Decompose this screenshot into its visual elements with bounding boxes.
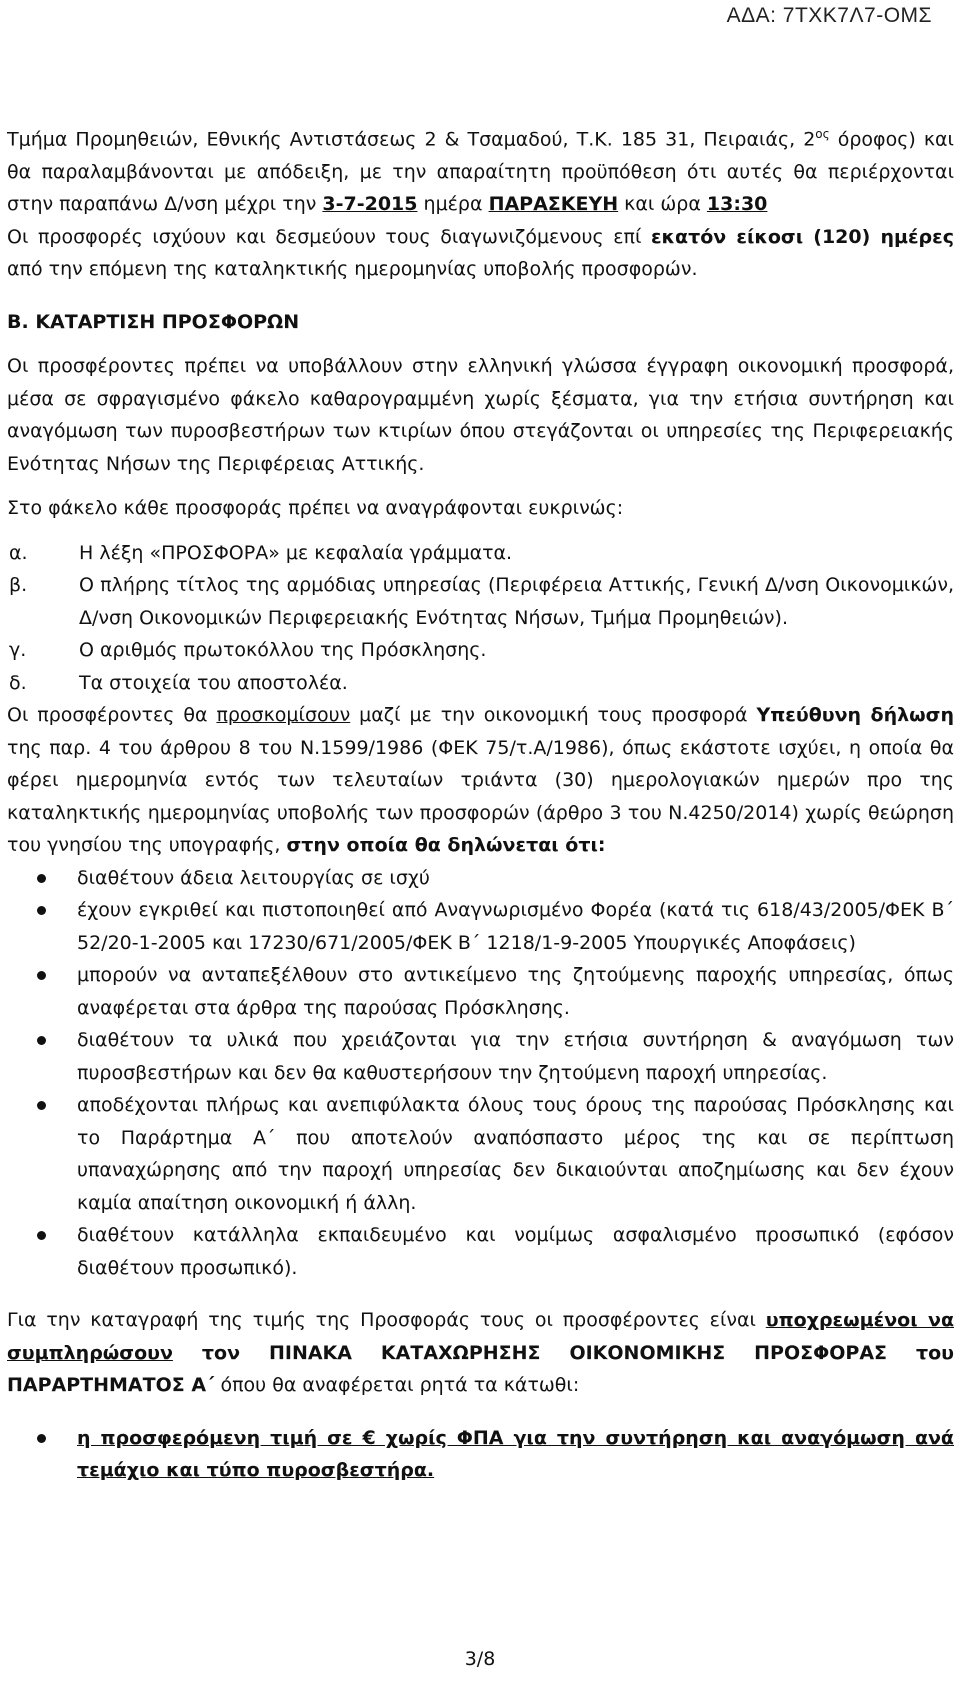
validity-pre: Οι προσφορές ισχύουν και δεσμεύουν τους διαγωνιζόμενους επί bbox=[7, 225, 651, 248]
price-text-2: όπου θα αναφέρεται ρητά τα κάτωθι: bbox=[214, 1374, 580, 1397]
list-marker: δ. bbox=[9, 671, 27, 694]
bullet-icon bbox=[7, 959, 77, 1024]
list-item bbox=[7, 667, 954, 700]
section-b-heading: Β. ΚΑΤΑΡΤΙΣΗ ΠΡΟΣΦΟΡΩΝ bbox=[7, 310, 300, 333]
price-text: Για την καταγραφή της τιμής της Προσφοράς τους οι προσφέροντες είναι bbox=[7, 1309, 766, 1332]
list-item-text: αποδέχονται πλήρως και ανεπιφύλακτα όλους τους όρους της παρούσας Πρόσκλησης και το Παράρτημα Α΄ που αποτελούν αναπόσπαστο μέρος της και σε περίπτωση υπαναχώρησης από την παροχή υπηρεσίας δεν δικαιούνται αποζημίωσης και δεν έχουν καμία απαίτηση οικονομική ή άλλη. bbox=[77, 1094, 954, 1214]
declaration-list bbox=[7, 862, 954, 1285]
section-b-paragraph: Οι προσφέροντες πρέπει να υποβάλλουν στην ελληνική γλώσσα έγγραφη οικονομική προσφορά, μέσα σε σφραγισμένο φάκελο καθαρογραμμένη χωρίς ξέσματα, για την ετήσια συντήρηση και αναγόμωση των πυροσβεστήρων των κτιρίων όπου στεγάζονται οι υπηρεσίες της Περιφερειακής Ενότητας Νήσων της Περιφέρειας Αττικής. bbox=[7, 355, 954, 475]
declaration-text-3: της παρ. 4 του άρθρου 8 του Ν.1599/1986 (ΦΕΚ 75/τ.Α/1986), όπως εκάστοτε ισχύει, η οποία θα φέρει ημερομηνία εντός των τελευταίων τριάντα (30) ημερολογιακών ημερών προ της καταληκτικής ημερομηνίας υποβολής των προσφορών (άρθρο 3 του Ν.4250/2014) χωρίς θεώρηση του γνησίου της υπογραφής, bbox=[7, 736, 954, 857]
list-item bbox=[7, 634, 954, 667]
intro-mid: ημέρα bbox=[417, 193, 489, 216]
intro-text-continued: όροφος) και θα παραλαμβάνονται με απόδειξη, με την απαραίτητη προϋπόθεση ότι αυτές θα περιέρχονται στην παραπάνω Δ/νση μέχρι την bbox=[7, 128, 954, 216]
document-body bbox=[7, 118, 954, 1487]
list-item-text: Η λέξη «ΠΡΟΣΦΟΡΑ» με κεφαλαία γράμματα. bbox=[79, 541, 513, 564]
validity-paragraph bbox=[7, 221, 954, 286]
list-item-text: Τα στοιχεία του αποστολέα. bbox=[79, 671, 348, 694]
list-item-text: Ο αριθμός πρωτοκόλλου της Πρόσκλησης. bbox=[79, 639, 487, 662]
deadline-time: 13:30 bbox=[706, 193, 768, 216]
bullet-icon bbox=[7, 1089, 77, 1219]
list-item-text: η προσφερόμενη τιμή σε € χωρίς ΦΠΑ για την συντήρηση και αναγόμωση ανά τεμάχιο και τύπο πυροσβεστήρα. bbox=[77, 1426, 954, 1482]
list-marker: α. bbox=[9, 541, 28, 564]
list-item bbox=[7, 1024, 954, 1089]
bullet-icon bbox=[7, 1219, 77, 1284]
declaration-text-2: μαζί με την οικονομική τους προσφορά bbox=[350, 704, 757, 727]
intro-text: Τμήμα Προμηθειών, Εθνικής Αντιστάσεως 2 & Τσαμαδού, Τ.Κ. 185 31, Πειραιάς, 2 bbox=[7, 128, 816, 151]
price-paragraph bbox=[7, 1304, 954, 1402]
list-item bbox=[7, 894, 954, 959]
intro-paragraph bbox=[7, 118, 954, 221]
bullet-icon bbox=[7, 862, 77, 895]
price-list bbox=[7, 1422, 954, 1487]
page-number: 3/8 bbox=[464, 1648, 496, 1670]
deadline-day: ΠΑΡΑΣΚΕΥΗ bbox=[488, 193, 619, 216]
bullet-icon bbox=[7, 1422, 77, 1487]
list-marker: γ. bbox=[9, 639, 27, 662]
envelope-list bbox=[7, 537, 954, 700]
list-item bbox=[7, 1089, 954, 1219]
bullet-icon bbox=[7, 894, 77, 959]
declaration-bold: Υπεύθυνη δήλωση bbox=[756, 704, 954, 727]
price-bold: τον ΠΙΝΑΚΑ ΚΑΤΑΧΩΡΗΣΗΣ ΟΙΚΟΝΟΜΙΚΗΣ ΠΡΟΣΦΟΡΑΣ του ΠΑΡΑΡΤΗΜΑΤΟΣ Α΄ bbox=[7, 1341, 954, 1397]
declaration-paragraph bbox=[7, 699, 954, 862]
declaration-bold-2: στην οποία θα δηλώνεται ότι: bbox=[286, 834, 606, 857]
list-item bbox=[7, 959, 954, 1024]
price-underlined: υποχρεωμένοι να συμπληρώσουν bbox=[7, 1309, 954, 1364]
envelope-intro: Στο φάκελο κάθε προσφοράς πρέπει να αναγράφονται ευκρινώς: bbox=[7, 497, 624, 520]
list-item bbox=[7, 569, 954, 634]
intro-mid2: και ώρα bbox=[618, 193, 707, 216]
list-item bbox=[7, 537, 954, 570]
list-item-text: διαθέτουν άδεια λειτουργίας σε ισχύ bbox=[77, 866, 430, 889]
deadline-date: 3-7-2015 bbox=[322, 193, 418, 216]
list-item bbox=[7, 1219, 954, 1284]
ada-code: ΑΔΑ: 7ΤΧΚ7Λ7-ΟΜΣ bbox=[726, 4, 932, 27]
list-item bbox=[7, 1422, 954, 1487]
list-item bbox=[7, 862, 954, 895]
declaration-underlined: προσκομίσουν bbox=[216, 704, 351, 727]
list-item-text: Ο πλήρης τίτλος της αρμόδιας υπηρεσίας (Περιφέρεια Αττικής, Γενική Δ/νση Οικονομικών, Δ/νση Οικονομικών Περιφερειακής Ενότητας Νήσων, Τμήμα Προμηθειών). bbox=[79, 574, 954, 629]
list-item-text: διαθέτουν κατάλληλα εκπαιδευμένο και νομίμως ασφαλισμένο προσωπικό (εφόσον διαθέτουν προσωπικό). bbox=[77, 1224, 954, 1279]
list-marker: β. bbox=[9, 574, 28, 597]
floor-superscript: ος bbox=[815, 127, 830, 141]
validity-bold: εκατόν είκοσι (120) ημέρες bbox=[650, 225, 954, 248]
bullet-icon bbox=[7, 1024, 77, 1089]
list-item-text: έχουν εγκριθεί και πιστοποιηθεί από Αναγνωρισμένο Φορέα (κατά τις 618/43/2005/ΦΕΚ Β΄ 52/20-1-2005 και 17230/671/2005/ΦΕΚ Β΄ 1218/1-9-2005 Υπουργικές Αποφάσεις) bbox=[77, 899, 954, 954]
declaration-text: Οι προσφέροντες θα bbox=[7, 704, 217, 727]
list-item-text: διαθέτουν τα υλικά που χρειάζονται για την ετήσια συντήρηση & αναγόμωση των πυροσβεστήρων και δεν θα καθυστερήσουν την ζητούμενη παροχή υπηρεσίας. bbox=[77, 1029, 954, 1084]
validity-post: από την επόμενη της καταληκτικής ημερομηνίας υποβολής προσφορών. bbox=[7, 258, 698, 281]
list-item-text: μπορούν να ανταπεξέλθουν στο αντικείμενο της ζητούμενης παροχής υπηρεσίας, όπως αναφέρεται στα άρθρα της παρούσας Πρόσκλησης. bbox=[77, 964, 954, 1019]
